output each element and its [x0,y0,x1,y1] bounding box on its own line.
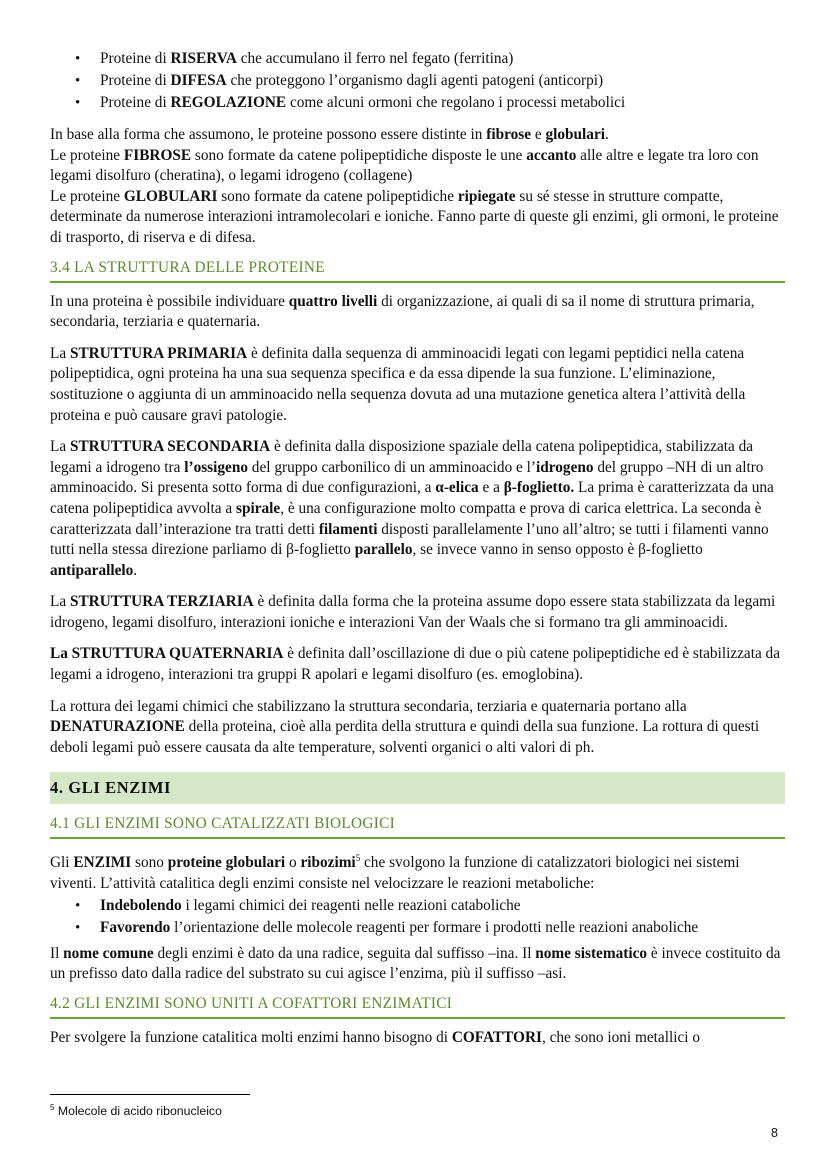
paragraph-forma: In base alla forma che assumono, le proteine possono essere distinte in fibrose e globulari. Le proteine FIBROSE sono formate da catene polipeptidiche disposte le une accanto alle altre e legate tra loro con legami disolfuro (cheratina), o legami idrogeno (collagene) Le proteine GLOBULARI sono formate da catene polipeptidiche ripiegate su sé stesse in strutture compatte, determinate da numerose interazioni intramolecolari e ioniche. Fanno parte di queste gli enzimi, gli ormoni, le proteine di trasporto, di riserva e di difesa. [50,126,779,246]
section-heading-3-4: 3.4 LA STRUTTURA DELLE PROTEINE [50,258,785,283]
footnote-ref: 5 [355,853,361,864]
enzyme-action-list [50,895,785,939]
footnote: $^5$ Molecole di acido ribonucleico [50,1103,222,1119]
section-heading-4-1: 4.1 GLI ENZIMI SONO CATALIZZATI BIOLOGICI [50,814,785,839]
paragraph-livelli: In una proteina è possibile individuare quattro livelli di organizzazione, ai quali di sa il nome di struttura primaria, secondaria, terziaria e quaternaria. [50,292,755,331]
paragraph-enzimi: Gli ENZIMI sono proteine globulari o ribozimi$^5$ che svolgono la funzione di catalizzatori biologici nei sistemi viventi. L’attività catalitica degli enzimi consiste nel velocizzare le reazioni metaboliche: [50,853,740,893]
paragraph-struttura-quaternaria: La STRUTTURA QUATERNARIA è definita dall’oscillazione di due o più catene polipeptidiche ed è stabilizzata da legami a idrogeno, interazioni tra gruppi R apolari e legami disolfuro (es. emoglobina). [50,645,780,684]
paragraph-struttura-primaria: La STRUTTURA PRIMARIA è definita dalla sequenza di amminoacidi legati con legami peptidici nella catena polipeptidica, ogni proteina ha una sua sequenza specifica e da essa dipende la sua funzione. L’eliminazione, sostituzione o aggiunta di un amminoacido nella sequenza dovuta ad una mutazione genetica altera l’attività della proteina e può causare gravi patologie. [50,344,746,424]
protein-functions-list [50,48,785,114]
paragraph-struttura-terziaria: La STRUTTURA TERZIARIA è definita dalla forma che la proteina assume dopo essere stata stabilizzata da legami idrogeno, legami disolfuro, interazioni ioniche e interazioni Van der Waals che si formano tra gli amminoacidi. [50,593,776,631]
list-item: • Proteine di REGOLAZIONE come alcuni ormoni che regolano i processi metabolici [50,92,785,114]
paragraph-nome-enzimi: Il nome comune degli enzimi è dato da una radice, seguita dal suffisso –ina. Il nome sistematico è invece costituito da un prefisso dato dalla radice del substrato su cui agisce l’enzima, più il suffisso –asi. [50,944,781,983]
paragraph-struttura-secondaria: La STRUTTURA SECONDARIA è definita dalla disposizione spaziale della catena polipeptidica, stabilizzata da legami a idrogeno tra l’ossigeno del gruppo carbonilico di un amminoacido e l’idrogeno del gruppo –NH di un altro amminoacido. Si presenta sotto forma di due configurazioni, a α-elica e a β-foglietto. La prima è caratterizzata da una catena polipeptidica avvolta a spirale, è una configurazione molto compatta e prova di carica elettrica. La seconda è caratterizzata dall’interazione tra tratti detti filamenti disposti parallelamente l’uno all’altro; se tutti i filamenti vanno tutti nella stessa direzione parliamo di β-foglietto parallelo, se invece vanno in senso opposto è β-foglietto antiparallelo. [50,438,774,579]
paragraph-cofattori: Per svolgere la funzione catalitica molti enzimi hanno bisogno di COFATTORI, che sono ioni metallici o [50,1028,700,1046]
list-item: • Proteine di RISERVA che accumulano il ferro nel fegato (ferritina) [50,48,785,70]
list-item: • Proteine di DIFESA che proteggono l’organismo dagli agenti patogeni (anticorpi) [50,70,785,92]
chapter-heading-4: 4. GLI ENZIMI [50,772,785,804]
list-item: • Indebolendo i legami chimici dei reagenti nelle reazioni cataboliche [50,895,785,917]
paragraph-denaturazione: La rottura dei legami chimici che stabilizzano la struttura secondaria, terziaria e quaternaria portano alla DENATURAZIONE della proteina, cioè alla perdita della struttura e quindi della sua funzione. La rottura di questi deboli legami può essere causata da alte temperature, solventi organici o alti valori di ph. [50,697,760,756]
footnote-divider [50,1094,250,1095]
list-item: • Favorendo l’orientazione delle molecole reagenti per formare i prodotti nelle reazioni anaboliche [50,917,785,939]
page-number: 8 [771,1126,778,1140]
section-heading-4-2: 4.2 GLI ENZIMI SONO UNITI A COFATTORI ENZIMATICI [50,994,785,1019]
page-content [50,48,785,1049]
